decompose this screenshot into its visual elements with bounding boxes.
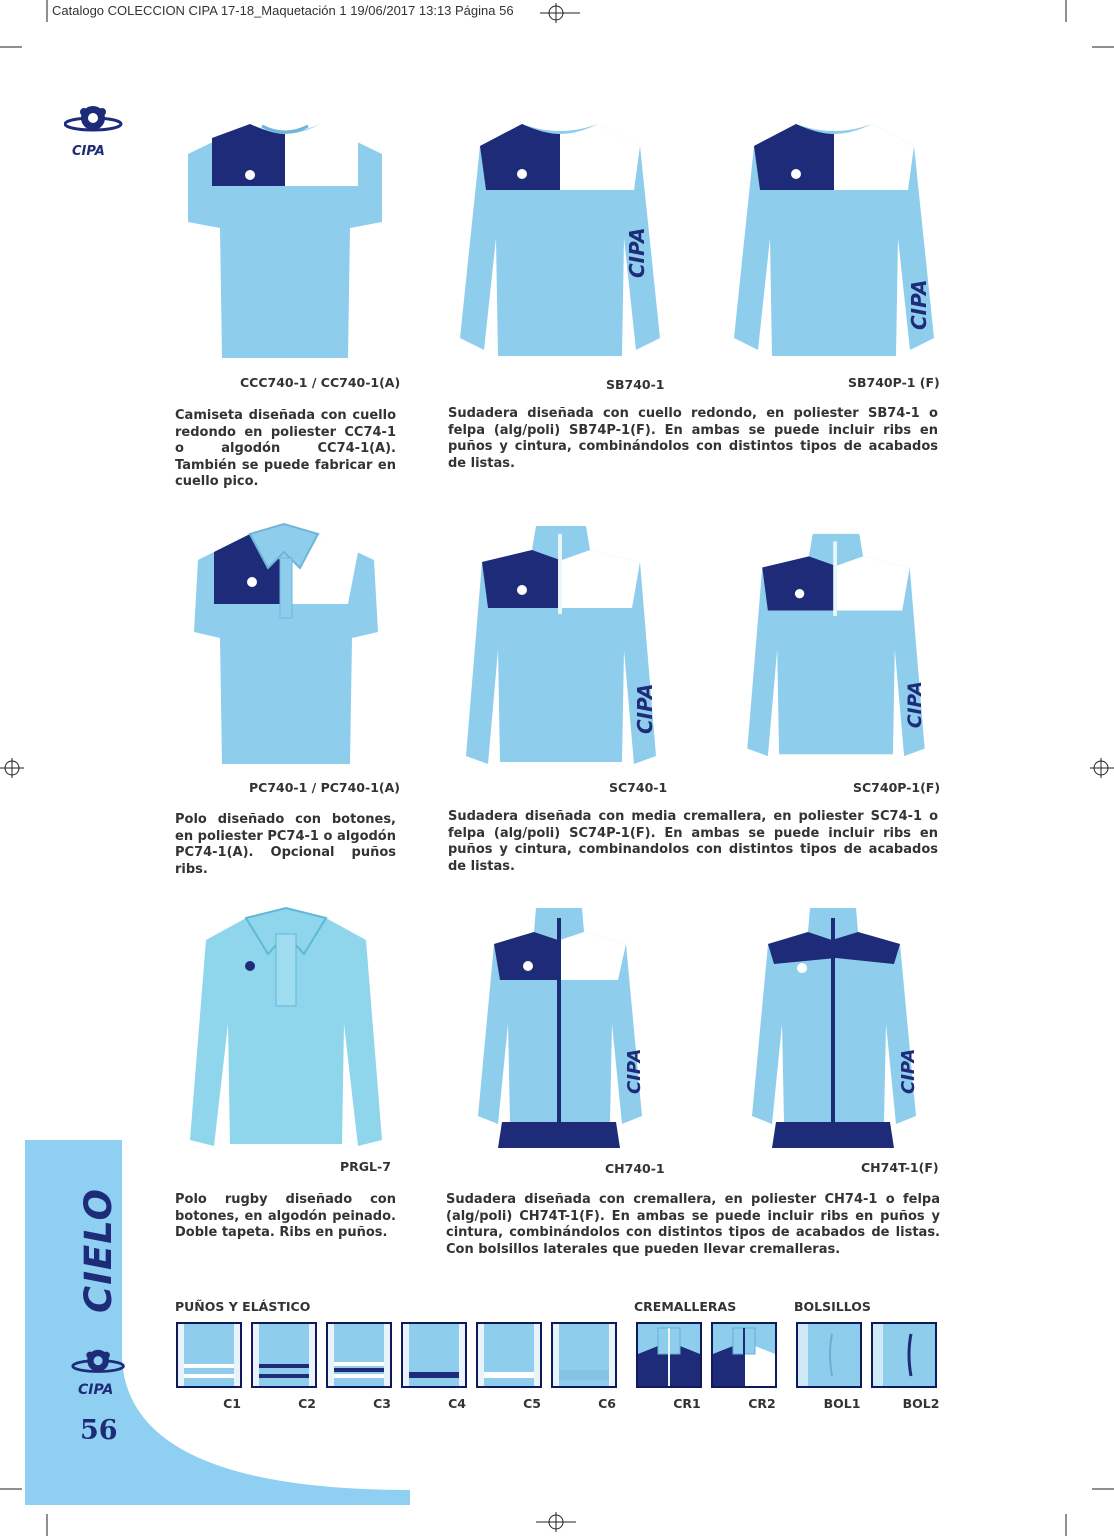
cuff-label-c3: C3 [373, 1396, 391, 1411]
svg-text:CIPA: CIPA [624, 1048, 645, 1094]
product-code-pc740: PC740-1 / PC740-1(A) [249, 780, 400, 795]
pocket-label-bol1: BOL1 [823, 1396, 861, 1411]
cuff-label-c2: C2 [298, 1396, 316, 1411]
color-name: CIELO [76, 1187, 120, 1313]
cipa-logo-bottom [70, 1348, 128, 1398]
cuff-c5-image [478, 1324, 540, 1386]
cuff-c4-image [403, 1324, 465, 1386]
cipa-logo-top [64, 104, 124, 159]
product-desc-tshirt: Camiseta diseñada con cuello redondo en poliester CC74-1 o algodón CC74-1(A). También se puede fabricar en cuello pico. [175, 408, 396, 490]
svg-text:CIPA: CIPA [625, 227, 649, 278]
zip-thumb-cr1 [636, 1322, 702, 1388]
zip-cr2-image [713, 1324, 775, 1386]
brand-wordmark: CIPA [72, 144, 105, 159]
product-code-sb740p: SB740P-1 (F) [848, 375, 940, 390]
cuff-c2-image [253, 1324, 315, 1386]
cuff-label-c6: C6 [598, 1396, 616, 1411]
pocket-bol1-image [798, 1324, 860, 1386]
zip-thumb-cr2 [711, 1322, 777, 1388]
sweatshirt-sc740-image [456, 520, 666, 770]
brand-wordmark: CIPA [78, 1382, 114, 1398]
polo-rugby-image [184, 904, 388, 1150]
zip-label-cr1: CR1 [673, 1396, 701, 1411]
color-tab [0, 1130, 420, 1510]
pocket-thumb-bol1 [796, 1322, 862, 1388]
pocket-label-bol2: BOL2 [902, 1396, 940, 1411]
pocket-bol2-image [873, 1324, 935, 1386]
zip-cr1-image [638, 1324, 700, 1386]
product-code-sc740: SC740-1 [609, 780, 668, 795]
tshirt-image [182, 118, 388, 366]
cuff-c3-image [328, 1324, 390, 1386]
product-desc-sweatshirt: Sudadera diseñada con cuello redondo, en poliester SB74-1 o felpa (alg/poli) SB74P-1(F). En ambas se puede incluir ribs en puños y cintura, combinándolos con distintos tipos de acabados de listas. [448, 406, 938, 471]
cuff-label-c5: C5 [523, 1396, 541, 1411]
cuff-thumb-c6 [551, 1322, 617, 1388]
cipa-flower-icon [70, 1348, 128, 1386]
jacket-ch74t-image [740, 904, 932, 1150]
product-code-ch74t: CH74T-1(F) [861, 1160, 939, 1175]
product-desc-rugby: Polo rugby diseñado con botones, en algodón peinado. Doble tapeta. Ribs en puños. [175, 1192, 396, 1241]
print-slug: Catalogo COLECCION CIPA 17-18_Maquetación 1 19/06/2017 13:13 Página 56 [52, 3, 514, 18]
zip-label-cr2: CR2 [748, 1396, 776, 1411]
product-desc-fullzip: Sudadera diseñada con cremallera, en poliester CH74-1 o felpa (alg/poli) CH74T-1(F). En ambas se puede incluir ribs en puños y cintura, combinándolos con distintos tipos de acabados de listas. Con bolsillos laterales que pueden llevar cremalleras. [446, 1192, 940, 1257]
pocket-thumb-bol2 [871, 1322, 937, 1388]
cuff-c6-image [553, 1324, 615, 1386]
product-code-ch740: CH740-1 [605, 1161, 665, 1176]
cuff-thumb-c5 [476, 1322, 542, 1388]
sweatshirt-sc740p-image [738, 520, 934, 770]
svg-text:CIPA: CIPA [633, 683, 657, 734]
product-code-prgl7: PRGL-7 [340, 1159, 391, 1174]
section-title-cuffs: PUÑOS Y ELÁSTICO [175, 1299, 311, 1314]
cipa-flower-icon [64, 104, 124, 146]
jacket-ch740-image [466, 904, 658, 1150]
cuff-label-c4: C4 [448, 1396, 466, 1411]
section-title-zips: CREMALLERAS [634, 1299, 737, 1314]
section-title-pockets: BOLSILLOS [794, 1299, 871, 1314]
cuff-label-c1: C1 [223, 1396, 241, 1411]
svg-text:CIPA: CIPA [898, 1048, 919, 1094]
product-desc-polo: Polo diseñado con botones, en poliester PC74-1 o algodón PC74-1(A). Opcional puños ribs. [175, 812, 396, 877]
sweatshirt-sb740p-image [726, 118, 942, 366]
product-code-sb740: SB740-1 [606, 377, 665, 392]
svg-text:CIPA: CIPA [907, 279, 931, 330]
product-code-ccc740: CCC740-1 / CC740-1(A) [240, 375, 401, 390]
polo-pc740-image [188, 520, 384, 770]
sweatshirt-sb740-image [452, 118, 668, 366]
cuff-thumb-c2 [251, 1322, 317, 1388]
svg-text:CIPA: CIPA [904, 681, 926, 729]
product-code-sc740p: SC740P-1(F) [853, 780, 941, 795]
cuff-c1-image [178, 1324, 240, 1386]
page-number: 56 [80, 1415, 118, 1446]
product-desc-halfzip: Sudadera diseñada con media cremallera, en poliester SC74-1 o felpa (alg/poli) SC74P-1(F). En ambas se puede incluir ribs en puños y cintura, combinandolos con distintos tipos de acabados de listas. [448, 809, 938, 874]
cuff-thumb-c1 [176, 1322, 242, 1388]
cuff-thumb-c3 [326, 1322, 392, 1388]
cuff-thumb-c4 [401, 1322, 467, 1388]
